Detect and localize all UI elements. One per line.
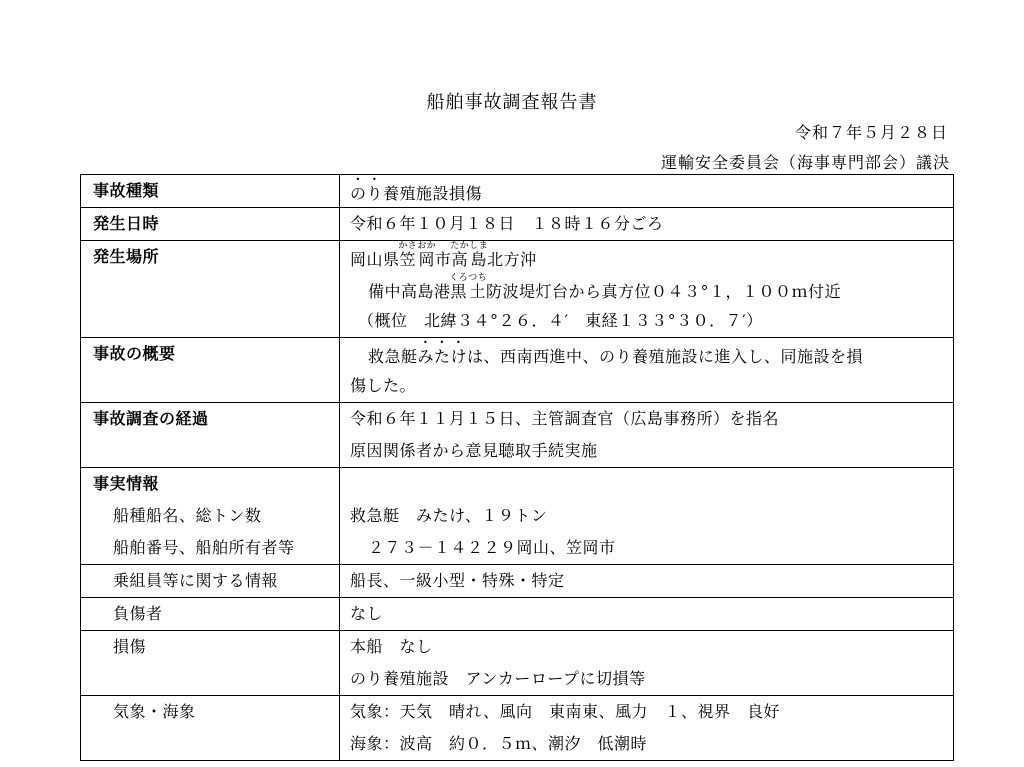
summary-line-1: 救急艇みたけは、西南西進中、のり養殖施設に進入し、同施設を損 bbox=[368, 347, 864, 366]
occurrence-time-value: 令和６年１０月１８日 １８時１６分ごろ bbox=[350, 214, 664, 233]
ship-name-label: 船種船名、総トン数 bbox=[113, 506, 262, 525]
report-issuer: 運輸安全委員会（海事専門部会）議決 bbox=[660, 153, 950, 172]
accident-type-value: のり養殖施設損傷 bbox=[350, 184, 483, 203]
location-line-3: （概位 北緯３４°２６．４′ 東経１３３°３０．７′） bbox=[358, 311, 763, 330]
investigation-label: 事故調査の経過 bbox=[93, 409, 209, 428]
row-weather bbox=[81, 696, 954, 761]
report-table bbox=[80, 174, 954, 761]
ship-number-value: ２７３－１４２２９岡山、笠岡市 bbox=[368, 538, 616, 557]
location-line-2: 備中高島港黒土くろつち防波堤灯台から真方位０４３°１，１００ｍ付近 bbox=[368, 273, 841, 301]
damage-label: 損傷 bbox=[113, 637, 147, 656]
value-cell bbox=[340, 175, 954, 208]
label-cell bbox=[81, 175, 340, 208]
accident-type-label: 事故種類 bbox=[93, 181, 160, 200]
emphasized-text: のり bbox=[350, 184, 384, 203]
summary-label: 事故の概要 bbox=[93, 344, 176, 363]
injured-value: なし bbox=[350, 604, 384, 623]
injured-label: 負傷者 bbox=[113, 604, 163, 623]
location-line-1: 岡山県笠岡かさおか市高島たかしま北方沖 bbox=[350, 241, 537, 269]
row-location bbox=[81, 241, 954, 338]
damage-line-1: 本船 なし bbox=[350, 637, 433, 656]
furigana-kasaoka: 笠岡かさおか bbox=[398, 241, 437, 269]
report-title: 船舶事故調査報告書 bbox=[426, 92, 598, 113]
summary-line-2: 傷した。 bbox=[350, 376, 417, 395]
weather-line-2: 海象：波高 約０．５ｍ、潮汐 低潮時 bbox=[350, 734, 648, 753]
location-label: 発生場所 bbox=[93, 247, 160, 266]
facts-label: 事実情報 bbox=[93, 474, 160, 493]
investigation-line-2: 原因関係者から意見聴取手続実施 bbox=[350, 441, 598, 460]
row-occurrence-time bbox=[81, 208, 954, 241]
ship-name-value: 救急艇 みたけ、１９トン bbox=[350, 506, 548, 525]
crew-label: 乗組員等に関する情報 bbox=[113, 571, 279, 590]
weather-label: 気象・海象 bbox=[113, 702, 196, 721]
row-crew bbox=[81, 565, 954, 598]
investigation-line-1: 令和６年１１月１５日、主管調査官（広島事務所）を指名 bbox=[350, 409, 780, 428]
row-facts bbox=[81, 468, 954, 565]
row-investigation bbox=[81, 403, 954, 468]
row-damage bbox=[81, 631, 954, 696]
furigana-takashima: 高島たかしま bbox=[450, 241, 489, 269]
weather-line-1: 気象：天気 晴れ、風向 東南東、風力 １、視界 良好 bbox=[350, 702, 780, 721]
ship-number-label: 船舶番号、船舶所有者等 bbox=[113, 538, 295, 557]
row-summary bbox=[81, 338, 954, 403]
emphasized-text: みたけ bbox=[417, 347, 468, 366]
furigana-kurotsuchi: 黒土くろつち bbox=[449, 273, 488, 301]
row-injured bbox=[81, 598, 954, 631]
row-accident-type bbox=[81, 175, 954, 208]
occurrence-time-label: 発生日時 bbox=[93, 214, 160, 233]
damage-line-2: のり養殖施設 アンカーロープに切損等 bbox=[350, 669, 646, 688]
report-date: 令和７年５月２８日 bbox=[794, 123, 948, 142]
crew-value: 船長、一級小型・特殊・特定 bbox=[350, 571, 565, 590]
